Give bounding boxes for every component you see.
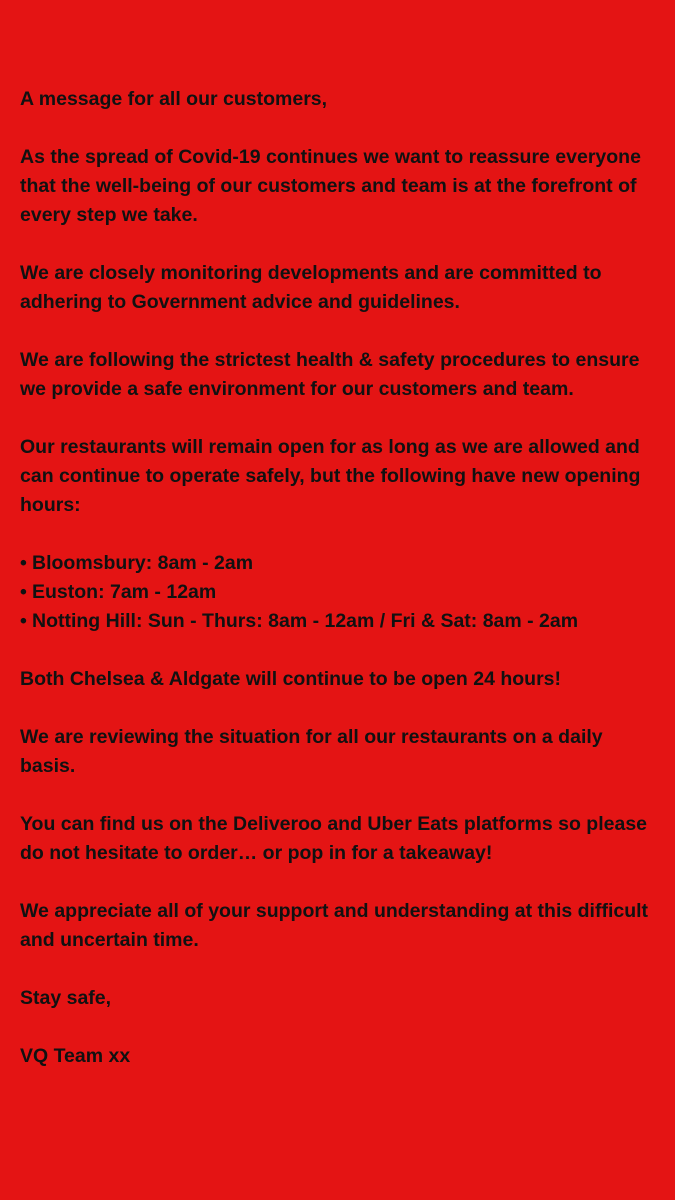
opening-hours-notting-hill: Notting Hill: Sun - Thurs: 8am - 12am / Fri & Sat: 8am - 2am	[32, 610, 579, 632]
bullet-icon: •	[20, 552, 27, 574]
list-item	[20, 607, 651, 636]
greeting-text: A message for all our customers,	[20, 88, 328, 110]
government-advice-paragraph: We are closely monitoring developments and are committed to adhering to Government advice and guidelines.	[20, 262, 602, 313]
chelsea-aldgate-paragraph: Both Chelsea & Aldgate will continue to be open 24 hours!	[20, 668, 561, 690]
stay-safe-text: Stay safe,	[20, 987, 112, 1009]
opening-hours-intro-paragraph: Our restaurants will remain open for as long as we are allowed and can continue to operate safely, but the following have new opening hours:	[20, 436, 641, 516]
covid-reassurance-paragraph: As the spread of Covid-19 continues we want to reassure everyone that the well-being of our customers and team is at the forefront of every step we take.	[20, 146, 641, 226]
opening-hours-list	[20, 549, 651, 636]
health-safety-paragraph: We are following the strictest health & safety procedures to ensure we provide a safe environment for our customers and team.	[20, 349, 640, 400]
daily-review-paragraph: We are reviewing the situation for all our restaurants on a daily basis.	[20, 726, 603, 777]
signature-text: VQ Team xx	[20, 1045, 131, 1067]
list-item	[20, 578, 651, 607]
appreciation-paragraph: We appreciate all of your support and understanding at this difficult and uncertain time.	[20, 900, 649, 951]
bullet-icon: •	[20, 610, 27, 632]
opening-hours-euston: Euston: 7am - 12am	[32, 581, 217, 603]
opening-hours-bloomsbury: Bloomsbury: 8am - 2am	[32, 552, 254, 574]
list-item	[20, 549, 651, 578]
delivery-platforms-paragraph: You can find us on the Deliveroo and Uber Eats platforms so please do not hesitate to order… or pop in for a takeaway!	[20, 813, 648, 864]
bullet-icon: •	[20, 581, 27, 603]
